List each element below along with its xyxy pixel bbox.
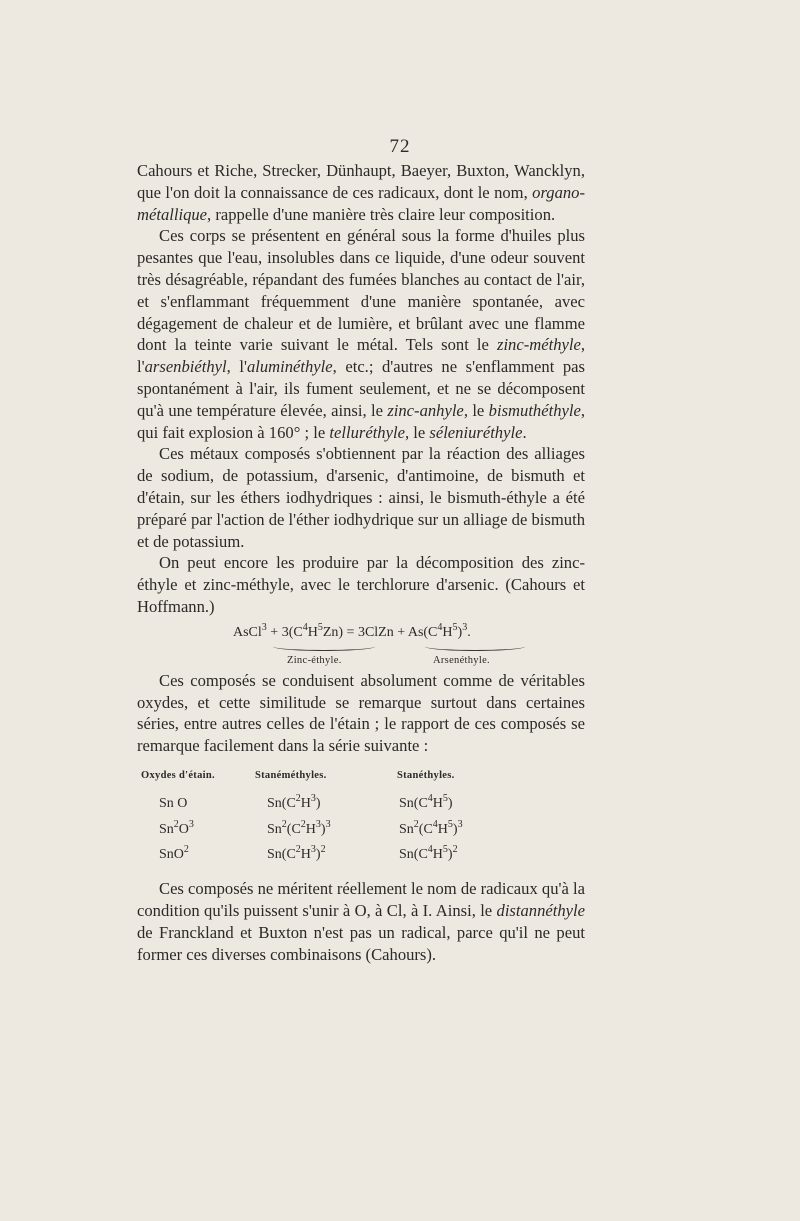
text-run: Cahours et Riche, Strecker, Dünhaupt, Baeyer, Buxton, Wancklyn, que l'on doit la connaissance de ces radicaux, dont le nom, — [137, 161, 585, 202]
equation-line — [233, 622, 471, 644]
formula-part: ) — [447, 847, 453, 863]
formula-part: ) — [315, 847, 321, 863]
eq-part: H — [442, 624, 453, 640]
formula-sup: 4 — [432, 818, 438, 830]
formula-part: O — [178, 821, 189, 837]
italic-term: séleniuréthyle — [429, 422, 523, 442]
table-cell — [141, 793, 249, 819]
formula-sup: 3 — [188, 818, 194, 830]
text-run: Ces composés ne méritent réellement le nom de radicaux qu'à la condition qu'ils puissent s'unir à O, à Cl, à I. Ainsi, le — [137, 879, 585, 920]
text-run: , l' — [137, 335, 585, 377]
italic-term: distannéthyle — [496, 900, 585, 920]
table-cell — [141, 844, 249, 870]
italic-term: zinc-anhyle — [387, 400, 464, 420]
formula-part: ) — [315, 795, 321, 811]
formula-part: Sn — [267, 821, 282, 837]
table-row — [141, 844, 561, 870]
formula-part: Sn — [159, 821, 174, 837]
label-arsenethyle: Arsenéthyle. — [433, 654, 490, 666]
formula-sup: 2 — [295, 844, 301, 856]
table-cell — [387, 819, 561, 845]
formula-part: (C — [286, 821, 301, 837]
formula-sup: 2 — [300, 818, 306, 830]
formula-part: H — [432, 795, 443, 811]
paragraph-3: Ces métaux composés s'obtiennent par la réaction des alliages de sodium, de potassium, d'arsenic, d'antimoine, de bismuth et d'étain, sur les éthers iodhydriques : ainsi, le bismuth-éthyle a été préparé par l'action de l'éther iodhydrique sur un alliage de bismuth et de potassium. — [137, 444, 585, 551]
formula-part: ) — [320, 821, 326, 837]
formula-sup: 2 — [173, 818, 179, 830]
table-cell — [387, 844, 561, 870]
column-header: Oxydes d'étain. — [141, 769, 215, 781]
formula-part: (C — [418, 821, 433, 837]
paragraph-6 — [137, 878, 585, 965]
formula-part: H — [300, 847, 311, 863]
text-run: , le — [404, 422, 430, 442]
eq-sup: 5 — [452, 621, 458, 633]
formula-sup: 2 — [295, 792, 301, 804]
paragraph-4: On peut encore les produire par la décomposition des zinc-éthyle et zinc-méthyle, avec le terchlorure d'arsenic. (Cahours et Hoffmann.) — [137, 553, 585, 616]
formula-sup: 5 — [442, 792, 448, 804]
italic-term: bismuthéthyle — [488, 400, 581, 420]
text-run: Ces corps se présentent en général sous la forme d'huiles plus pesantes que l'eau, insolubles dans ce liquide, d'une odeur souvent très désagréable, répandant des fumées blanches au contact de l'air, et s'enflammant fréquemment d'une manière spontanée, avec dégagement de chaleur et de lumière, et brûlant avec une flamme dont la teinte varie suivant le métal. Tels sont le — [137, 226, 585, 355]
formula-part: Sn(C — [399, 847, 428, 863]
eq-part: ) — [457, 624, 463, 640]
table-cell — [249, 819, 387, 845]
eq-part: + 3(C — [266, 624, 303, 640]
formula-part: Sn(C — [267, 795, 296, 811]
eq-part: . — [467, 624, 471, 640]
table-row — [141, 819, 561, 845]
table-cell — [249, 793, 387, 819]
eq-sup: 3 — [462, 621, 468, 633]
eq-sup: 3 — [261, 621, 267, 633]
table-header-row — [141, 765, 561, 793]
italic-term: organo-métallique — [137, 182, 585, 224]
formula-part: Sn — [399, 821, 414, 837]
body-text — [137, 160, 585, 965]
italic-term: arsenbiéthyl — [144, 357, 227, 377]
formula-part: SnO — [159, 847, 184, 863]
formula-part: H — [437, 821, 448, 837]
column-header: Stanéméthyles. — [255, 769, 327, 781]
text-run: , etc.; d'autres ne s'enflamment pas spontanément à l'air, ils fument seulement, et ne se décomposent qu'à une température élevée, ainsi, le — [137, 357, 585, 420]
table-cell — [249, 844, 387, 870]
formula-sup: 2 — [413, 818, 419, 830]
table-cell — [387, 793, 561, 819]
eq-sup: 5 — [317, 621, 323, 633]
formula-sup: 3 — [310, 844, 316, 856]
formula-part: ) — [452, 821, 458, 837]
formula: Sn O — [159, 795, 188, 811]
chemical-equation — [137, 620, 585, 668]
formula-part: H — [432, 847, 443, 863]
formula-sup: 3 — [315, 818, 321, 830]
tin-compounds-table — [141, 765, 561, 870]
formula-sup: 3 — [457, 818, 463, 830]
eq-part: AsCl — [233, 624, 262, 640]
formula-sup: 3 — [325, 818, 331, 830]
eq-sup: 4 — [302, 621, 308, 633]
eq-sup: 4 — [437, 621, 443, 633]
text-run: de Franckland et Buxton n'est pas un radical, parce qu'il ne peut former ces diverses combinaisons (Cahours). — [137, 922, 585, 964]
formula-part: H — [305, 821, 316, 837]
table-row — [141, 793, 561, 819]
text-run: , l' — [226, 357, 247, 377]
paragraph-2 — [137, 225, 585, 443]
text-run: , qui fait explosion à 160° ; le — [137, 400, 585, 442]
italic-term: aluminéthyle — [246, 357, 333, 377]
formula-part: Sn(C — [267, 847, 296, 863]
paragraph-1 — [137, 160, 585, 225]
formula-part: H — [300, 795, 311, 811]
formula-sup: 2 — [183, 844, 189, 856]
formula-sup: 4 — [427, 792, 433, 804]
formula-sup: 5 — [447, 818, 453, 830]
paragraph-5: Ces composés se conduisent absolument comme de véritables oxydes, et cette similitude se remarque surtout dans certaines séries, entre autres celles de l'étain ; le rapport de ces composés se remarque facilement dans la série suivante : — [137, 670, 585, 756]
text-run: . — [522, 422, 527, 442]
column-header: Stanéthyles. — [397, 769, 455, 781]
eq-part: H — [307, 624, 318, 640]
formula-sup: 2 — [320, 844, 326, 856]
page-number: 72 — [389, 136, 411, 157]
italic-term: zinc-méthyle — [496, 335, 581, 355]
table-cell — [141, 819, 249, 845]
eq-part: Zn) = 3ClZn + As(C — [322, 624, 438, 640]
italic-term: telluréthyle — [329, 422, 405, 442]
formula-part: ) — [447, 795, 453, 811]
formula-sup: 5 — [442, 844, 448, 856]
formula-sup: 2 — [452, 844, 458, 856]
formula-part: Sn(C — [399, 795, 428, 811]
text-run: , rappelle d'une manière très claire leur composition. — [207, 204, 556, 224]
text-run: , le — [463, 400, 489, 420]
formula-sup: 4 — [427, 844, 433, 856]
formula-sup: 2 — [281, 818, 287, 830]
label-zinc-ethyle: Zinc-éthyle. — [287, 654, 342, 666]
formula-sup: 3 — [310, 792, 316, 804]
